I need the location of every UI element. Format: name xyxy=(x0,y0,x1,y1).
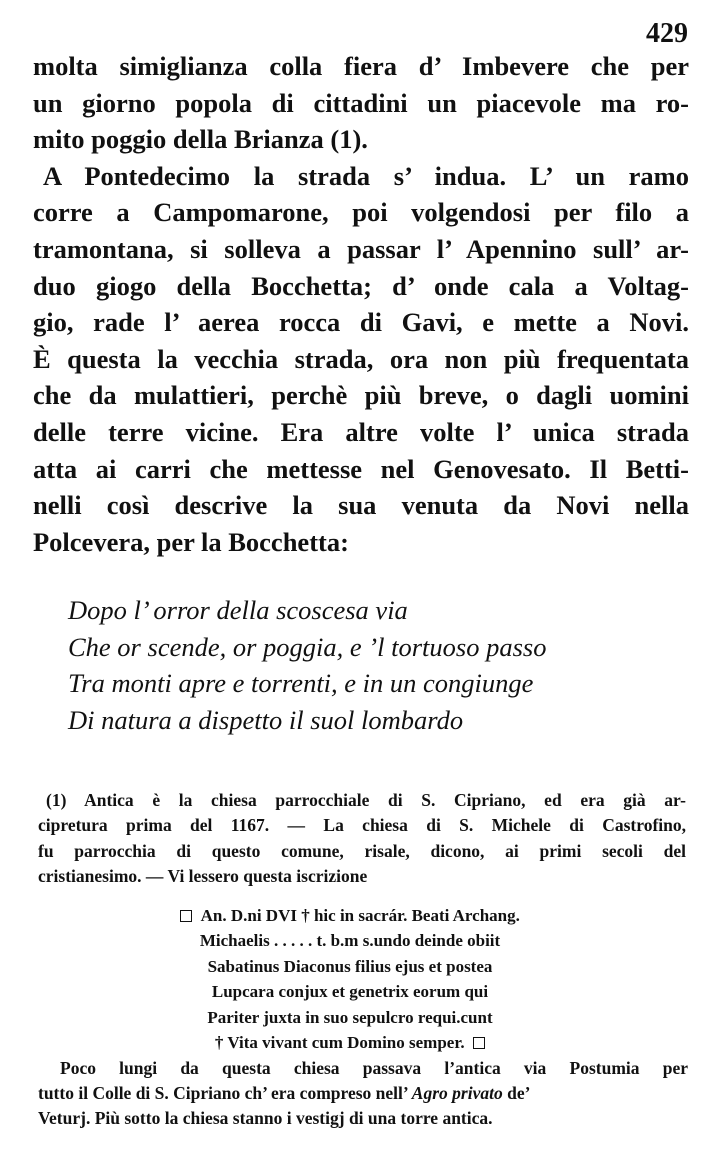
footnote-line: (1) Antica è la chiesa parrocchiale di S. Cipriano, ed era già ar- xyxy=(46,790,686,810)
inscription-text: An. D.ni DVI † hic in sacrár. Beati Archang. xyxy=(200,906,520,925)
body-line: molta simiglianza colla fiera d’ Imbevere che per xyxy=(33,51,689,81)
body-line: È questa la vecchia strada, ora non più frequentata xyxy=(33,343,689,374)
body-line: nelli così descrive la sua venuta da Novi nella xyxy=(33,490,689,521)
body-line: delle terre vicine. Era altre volte l’ unica strada xyxy=(33,416,689,447)
inscription-line xyxy=(130,903,570,928)
footnote-line: Veturj. Più sotto la chiesa stanno i vestigj di una torre antica. xyxy=(38,1108,493,1129)
square-mark-icon xyxy=(473,1037,485,1049)
footnote xyxy=(38,788,686,890)
footnote-text: de’ xyxy=(502,1083,531,1103)
body-line: tramontana, si solleva a passar l’ Apennino sull’ ar- xyxy=(33,233,689,264)
verse-line: Di natura a dispetto il suol lombardo xyxy=(68,704,464,735)
body-line: un giorno popola di cittadini un piacevole ma ro- xyxy=(33,87,689,118)
inscription-line: Michaelis . . . . . t. b.m s.undo deinde obiit xyxy=(199,931,501,951)
inscription xyxy=(130,903,570,1055)
body-line: corre a Campomarone, poi volgendosi per filo a xyxy=(33,197,689,228)
body-text xyxy=(33,48,689,560)
inscription-line: Lupcara conjux et genetrix eorum qui xyxy=(211,982,489,1002)
body-line: Polcevera, per la Bocchetta: xyxy=(33,526,349,557)
footnote-line: cipretura prima del 1167. — La chiesa di S. Michele di Castrofino, xyxy=(38,815,686,836)
body-line: che da mulattieri, perchè più breve, o dagli uomini xyxy=(33,380,689,411)
body-line: gio, rade l’ aerea rocca di Gavi, e mette a Novi. xyxy=(33,307,689,338)
verse-line: Dopo l’ orror della scoscesa via xyxy=(68,595,408,625)
footnote-line xyxy=(38,1081,688,1106)
footnote-italic-text: Agro privato xyxy=(411,1083,503,1103)
footnote-line: Poco lungi da questa chiesa passava l’antica via Postumia per xyxy=(60,1058,688,1078)
footnote-text: tutto il Colle di S. Cipriano ch’ era compreso nell’ xyxy=(38,1083,412,1103)
page-number: 429 xyxy=(646,18,688,49)
verse-line: Tra monti apre e torrenti, e in un congiunge xyxy=(68,668,534,699)
body-line: atta ai carri che mettesse nel Genovesato. Il Betti- xyxy=(33,453,689,484)
footnote-line: cristianesimo. — Vi lessero questa iscrizione xyxy=(38,866,368,887)
footnote-continuation xyxy=(60,1056,688,1081)
footnote-line: fu parrocchia di questo comune, risale, dicono, ai primi secoli del xyxy=(38,840,686,861)
inscription-line xyxy=(130,1030,570,1055)
inscription-line: Sabatinus Diaconus filius ejus et postea xyxy=(207,956,493,976)
body-line: mito poggio della Brianza (1). xyxy=(33,124,368,155)
body-line: A Pontedecimo la strada s’ indua. L’ un ramo xyxy=(43,160,689,191)
body-line: duo giogo della Bocchetta; d’ onde cala a Voltag- xyxy=(33,270,689,301)
verse-quote xyxy=(68,592,698,738)
verse-line: Che or scende, or poggia, e ’l tortuoso passo xyxy=(68,631,547,662)
inscription-line: Pariter juxta in suo sepulcro requi.cunt xyxy=(207,1007,493,1027)
footnote-continuation-rest xyxy=(38,1081,688,1132)
square-mark-icon xyxy=(180,910,192,922)
inscription-text: † Vita vivant cum Domino semper. xyxy=(214,1032,465,1052)
